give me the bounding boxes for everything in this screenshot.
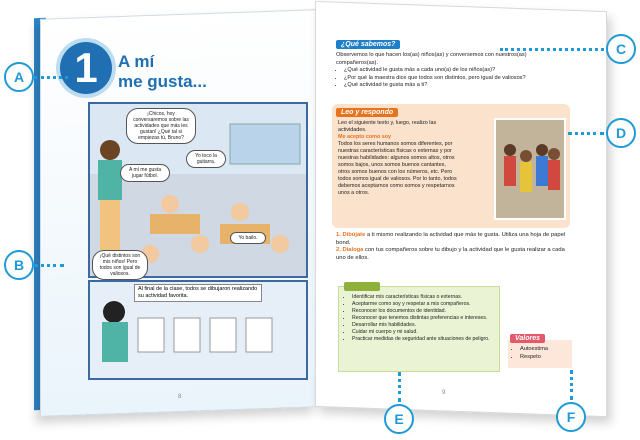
que-sabemos-tag: ¿Qué sabemos? [336, 40, 400, 49]
leo-text [338, 120, 458, 197]
speech-bubble-football: A mí me gusta jugar fútbol. [120, 164, 170, 182]
left-page-number: 8 [178, 394, 182, 400]
comic-panel-drawings [88, 280, 308, 380]
list-item: • Aceptarme como soy y respetar a mis compañeros. [352, 301, 494, 308]
valores-list [512, 346, 570, 361]
comic-caption: Al final de la clase, todos se dibujaron realizando su actividad favorita. [134, 284, 262, 302]
activity-1-number: 1. [336, 232, 341, 238]
list-item: • Respeto [520, 354, 570, 362]
callout-leader-e [398, 372, 401, 402]
right-page-number: 9 [442, 390, 446, 396]
children-photo-illustration [496, 120, 564, 218]
list-item: • ¿Por qué la maestra dice que todos son distintos, pero igual de valiosos? [344, 75, 544, 83]
chapter-title [118, 52, 207, 92]
list-item: • Practicar medidas de seguridad ante situaciones de peligro. [352, 336, 494, 343]
chapter-number: 1 [60, 42, 112, 94]
callout-marker-a: A [4, 62, 34, 92]
callout-marker-e: E [384, 404, 414, 434]
chapter-title-line2: me gusta... [118, 72, 207, 91]
callout-marker-f: F [556, 402, 586, 432]
speech-bubble-teacher-2: ¡Qué distintos son mis niños! Pero todos son igual de valiosos. [92, 250, 148, 280]
speech-bubble-dance: Yo bailo. [230, 232, 266, 244]
list-item: • Cuidar mi cuerpo y mi salud. [352, 329, 494, 336]
list-item: • Reconocer que tenemos distintas preferencias e intereses. [352, 315, 494, 322]
que-sabemos-list [336, 67, 544, 90]
activity-2-verb: Dialoga [342, 247, 364, 253]
callout-marker-d: D [606, 118, 636, 148]
speech-bubble-teacher: ¡Chicos, hoy conversaremos sobre las actividades que más les gustan! ¿Qué tal si empiezas tú, Bruno? [126, 108, 196, 144]
activity-1 [336, 232, 568, 247]
list-item: • Autoestima [520, 346, 570, 354]
leo-body: Todos los seres humanos somos diferentes, por nuestras características físicas o externas y por nuestras habilidades: algunos somos altos, otros somos bajos, unos somos buenos cantantes, otros somos buenos con los números, etc. Pero todos somos igual de valiosos. Por lo tanto, todos debemos aceptarnos como somos y respetarnos unos a otros. [338, 141, 457, 196]
activity-2 [336, 247, 568, 262]
valores-tag: Valores [510, 334, 545, 343]
callout-leader-f [570, 370, 573, 400]
children-photo [494, 118, 566, 220]
list-item: • ¿Qué actividad te gusta más a ti? [344, 82, 544, 90]
leo-tag: Leo y respondo [336, 108, 398, 117]
leo-subtitle: Me acepto como soy [338, 134, 392, 140]
list-item: • Reconocer los documentos de identidad. [352, 308, 494, 315]
list-item: • Desarrollar mis habilidades. [352, 322, 494, 329]
callout-leader-c [500, 48, 604, 51]
callout-leader-d [568, 132, 604, 135]
chapter-title-line1: A mí [118, 52, 155, 71]
activity-2-text: con tus compañeros sobre tu dibujo y la actividad que le gusta realizar a cada uno de ellos. [336, 247, 565, 261]
comic-panel-classroom [88, 102, 308, 278]
activity-2-number: 2. [336, 247, 341, 253]
callout-leader-a [34, 76, 68, 79]
list-item: • ¿Qué actividad le gusta más a cada uno(a) de los niños(as)? [344, 67, 544, 75]
callout-marker-b: B [4, 250, 34, 280]
speech-bubble-guitar: Yo toco la guitarra. [186, 150, 226, 168]
achievements-tag [344, 282, 380, 291]
list-item: • Identificar mis características físicas o externas. [352, 294, 494, 301]
callout-leader-b [34, 264, 64, 267]
leo-intro: Leo el siguiente texto y, luego, realizo las actividades. [338, 120, 437, 133]
activities [336, 232, 568, 262]
activity-1-text: a ti mismo realizando la actividad que más te gusta. Utiliza una hoja de papel bond. [336, 232, 566, 246]
que-sabemos-text [336, 52, 544, 90]
achievements-list [344, 294, 494, 343]
activity-1-verb: Dibújate [342, 232, 366, 238]
callout-marker-c: C [606, 34, 636, 64]
que-sabemos-intro: Observemos lo que hacen los(as) niños(as) y conversemos con nuestros(as) compañeros(as). [336, 52, 527, 66]
